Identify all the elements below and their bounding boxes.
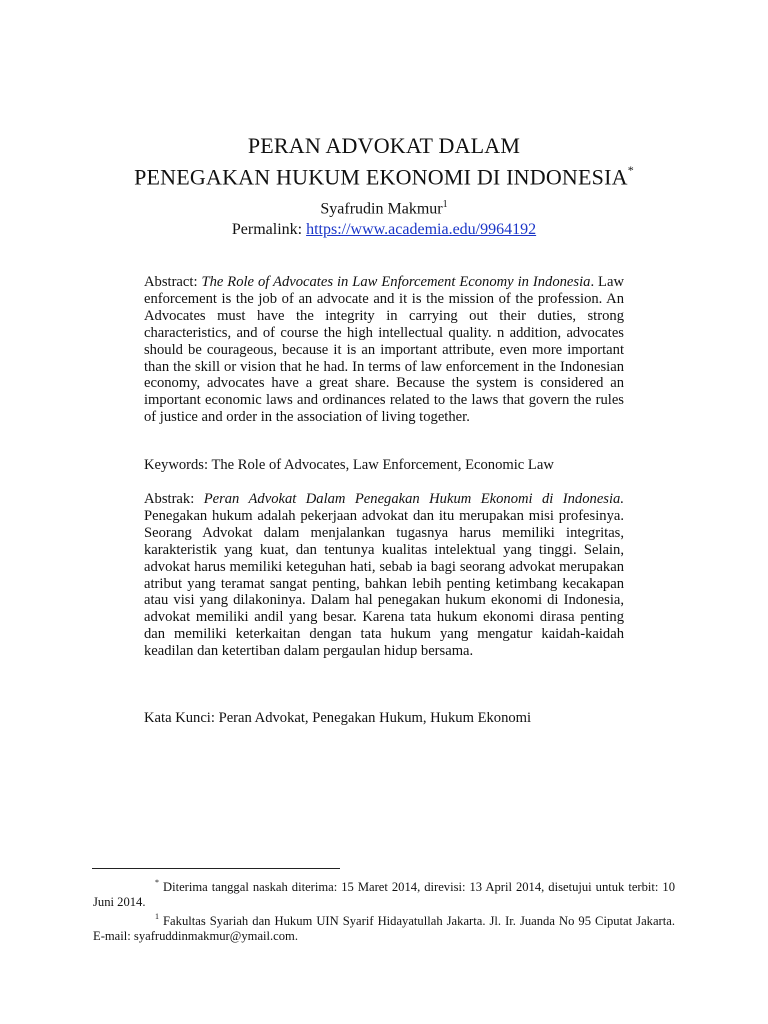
footnote-2-marker: 1 <box>155 912 159 922</box>
abstract-title: The Role of Advocates in Law Enforcement Economy in Indonesia <box>201 274 591 290</box>
permalink-label: Permalink: <box>231 221 303 239</box>
permalink-line <box>0 219 768 240</box>
footnotes <box>93 876 675 944</box>
paper-title <box>0 133 768 190</box>
abstract-label: Abstract: <box>144 274 198 290</box>
title-line-2-text: PENEGAKAN HUKUM EKONOMI DI INDONESIA <box>134 164 628 190</box>
abstrak-title: Peran Advokat Dalam Penegakan Hukum Ekonomi di Indonesia. <box>203 491 624 507</box>
author-footnote-marker: 1 <box>442 199 448 210</box>
footnote-2-text: Fakultas Syariah dan Hukum UIN Syarif Hidayatullah Jakarta. Jl. Ir. Juanda No 95 Ciputat Jakarta. E-mail: syafruddinmakmur@ymail.com. <box>93 914 675 944</box>
author-name: Syafrudin Makmur <box>320 200 443 218</box>
keywords-label: Keywords: <box>144 457 209 473</box>
permalink-link[interactable]: https://www.academia.edu/9964192 <box>306 221 537 239</box>
title-footnote-marker: * <box>627 163 634 177</box>
footnote-1 <box>93 876 675 910</box>
title-line-1: PERAN ADVOKAT DALAM <box>247 133 521 158</box>
abstrak-label: Abstrak: <box>144 491 195 507</box>
abstract-text: . Law enforcement is the job of an advocate and it is the mission of the profession. An Advocates must have the integrity in carrying out their duties, strong characteristics, and of course the high intellectual quality. n addition, advocates should be courageous, because it is an important attribute, even more important than the skill or vision that he had. In terms of law enforcement in the Indonesian economy, advocates have a great share. Because the system is considered an important economic laws and ordinances related to the laws that govern the rules of justice and order in the association of living together. <box>144 274 624 426</box>
kata-kunci-label: Kata Kunci: <box>144 710 215 726</box>
abstract-english <box>144 274 624 426</box>
footnote-2 <box>93 910 675 944</box>
kata-kunci-text: Peran Advokat, Penegakan Hukum, Hukum Ekonomi <box>218 710 532 726</box>
keywords-english <box>144 457 624 474</box>
footnote-1-text: Diterima tanggal naskah diterima: 15 Maret 2014, direvisi: 13 April 2014, disetujui untuk terbit: 10 Juni 2014. <box>93 880 675 910</box>
author-block <box>0 194 768 240</box>
keywords-text: The Role of Advocates, Law Enforcement, Economic Law <box>211 457 554 473</box>
author-line <box>0 194 768 219</box>
keywords-indonesian <box>144 710 624 727</box>
footnote-1-marker: * <box>155 878 159 887</box>
abstract-indonesian <box>144 491 624 660</box>
footnote-divider <box>92 868 340 869</box>
abstrak-text: Penegakan hukum adalah pekerjaan advokat dan itu merupakan misi profesinya. Seorang Advokat dalam menjalankan tugasnya harus memiliki integritas, karakteristik yang kuat, dan tentunya kualitas intelektual yang tinggi. Selain, advokat harus memiliki keteguhan hati, sebab ia bagi seorang advokat merupakan atribut yang teramat sangat penting, bahkan lebih penting ketimbang kecakapan atau visi yang dilakoninya. Dalam hal penegakan hukum ekonomi di Indonesia, advokat memiliki andil yang besar. Karena tata hukum ekonomi dirasa penting dan memiliki keterkaitan dengan tata hukum yang mengatur kaidah-kaidah keadilan dan ketertiban dalam pergaulan hidup bersama. <box>144 507 624 660</box>
title-line-2 <box>0 159 768 190</box>
